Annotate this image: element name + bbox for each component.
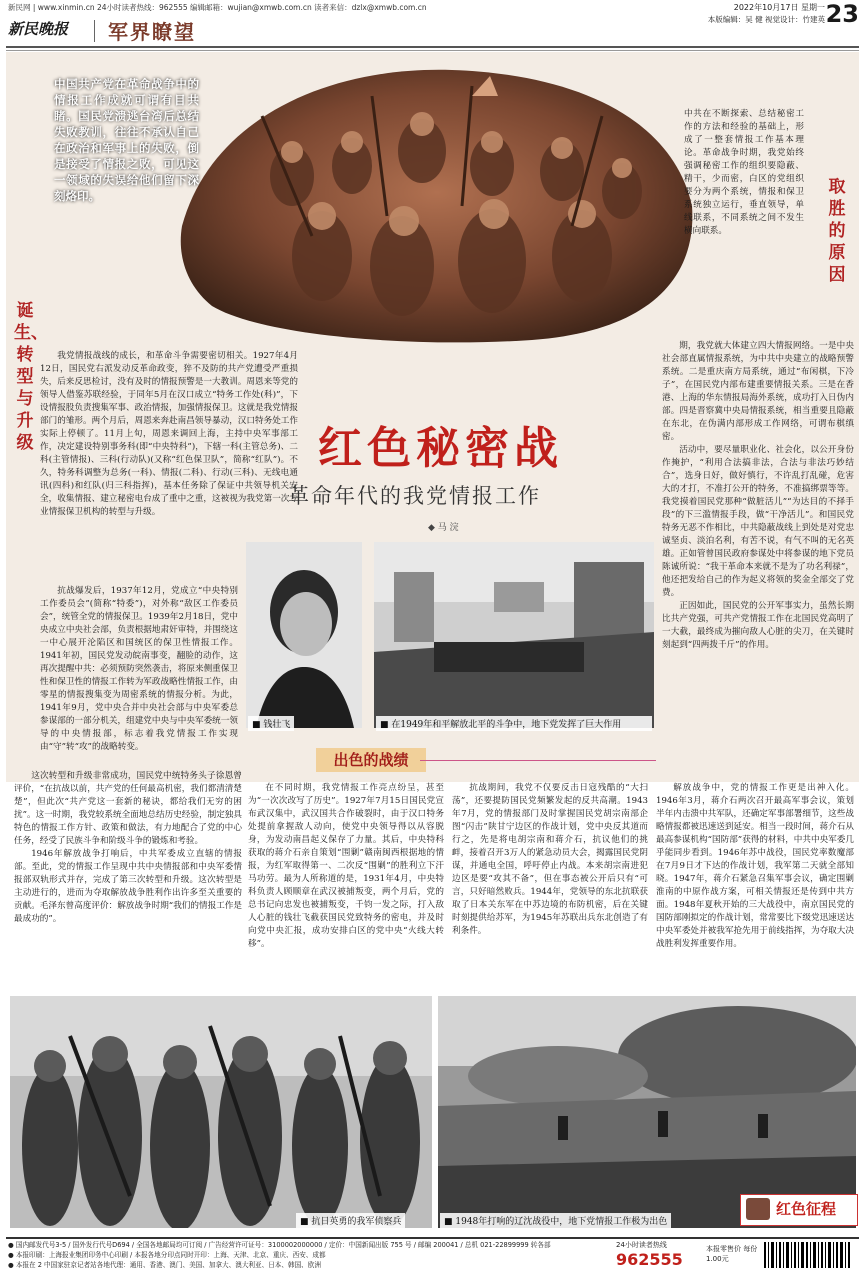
side-heading-right: 取胜的原因: [828, 177, 846, 285]
section-heading-achievements: 出色的战绩: [316, 748, 426, 772]
footer-line-3: ● 本报在 2 中国家驻京记者站各地代理：通用、香港、澳门、美国、加拿大、澳大利亚、日本、韩国、欧洲: [8, 1261, 321, 1269]
achievements-column-3: [656, 782, 854, 990]
portrait-image: [246, 542, 362, 728]
left-paragraph-4: 1946年解放战争打响后，中共军委成立直辖的情报部。至此，党的情报工作呈现中共中央情报部和中央军委情报部双轨形式并存，完成了第三次转型和升级。这次转型是主动进行的，进而为夺取解放战争胜利作出许多至关重要的贡献。毛泽东曾高度评价：解放战争时期“我们的情报工作是最成功的”。: [14, 849, 242, 924]
barcode-image: [760, 1240, 856, 1274]
right-column-text: [662, 340, 854, 760]
portrait-caption: ■ 钱壮飞: [248, 716, 294, 731]
left-paragraph-3: 这次转型和升级非常成功，国民党中统特务头子徐恩曾评价，“在抗战以前，共产党的任何最高机密，我们都清清楚楚”，但此次“共产党这一套新的秘诀，都给我们无穷的困扰”。这一时期，我党较系统全面地总结历史经验，制定独具特色的情报工作方针、政策和做法，有力地配合了党的中心任务，经受了民族斗争和阶级斗争的锻炼和考验。: [14, 771, 242, 846]
editors-credit: 本版编辑：吴 健 视觉设计：竹建英: [707, 15, 825, 24]
portrait-photo: [246, 542, 362, 728]
hotline-number: 962555: [616, 1250, 683, 1269]
series-badge-label: 红色征程: [776, 1200, 837, 1218]
battle-caption: ■ 1948年打响的辽沈战役中，地下党情报工作极为出色: [440, 1213, 671, 1228]
byline: ◆ 马 浣: [428, 523, 459, 533]
scouts-caption: ■ 抗日英勇的我军侦察兵: [296, 1213, 405, 1228]
masthead-divider: [94, 20, 95, 42]
achievements-column-1: [248, 782, 444, 990]
achievements-paragraph-1: 在不同时期，我党情报工作亮点纷呈，甚至为“一次次改写了历史”。1927年7月15日国民党宣布武汉集中，武汉国共合作破裂时，由于汉口特务处提前拿握敌人动向，使党中央领导得以从容脱身，为发动南昌起义保存了力量。其后，中央特科获取的蒋介石亲自策划“围剿”赣南闽西根据地的情报，为红军取得第一、二次反“围剿”的胜利立下汗马功劳。最为人所称道的是，1931年4月，中央特科负责人顾顺章在武汉被捕叛变，两个月后，党的总书记向忠发也被捕叛变，千钧一发之际，打入敌人心脏的钱壮飞截获国民党致特务的密电，并及时向党中央汇报，成功安排白区的党中央“火线大转移”。: [248, 783, 444, 949]
section-title: 军界瞭望: [108, 20, 196, 44]
main-headline: 红色秘密战: [318, 423, 563, 474]
left-paragraph-1: 我党情报战线的成长，和革命斗争需要密切相关。1927年4月12日，国民党右派发动反革命政变，猝不及防的共产党遭受严重损失，后来反思检讨，没有及时的情报预警是一大教训。周恩来等党的领导人借鉴苏联经验，于同年5月在汉口成立“特务工作处(科)”，下设情报股负责搜集军事、政治情报，加强情报保卫。这就是我党情报部门的雏形。两个月后，周恩来奔赴南昌领导暴动，汉口特务处工作实际上停顿了。11月上旬，周恩来调回上海，主持中央军事部工作，决定建设特别事务科(即“中央特科”)，下辖一科(主管总务)、二科(主管情报)、三科(行动队)(又称“红色保卫队”，简称“红队”)。不久，特务科调整为总务(一科)、情报(二科)、行动(三科)、无线电通讯(四科)和红队(归三科指挥)，基本任务除了保证中共领导机关安全，收集情报、建立秘密电台成了重中之重，这被视为我党第一次专业情报保卫机构的转型与升级。: [40, 351, 298, 517]
scouts-photo: [10, 996, 432, 1228]
newspaper-logo: 新民晚报: [8, 20, 69, 38]
intro-right-text: 中共在不断探索、总结秘密工作的方法和经验的基础上，形成了一整套情报工作基本理论。革命战争时期，我党始终强调秘密工作的组织要隐蔽、精干，少而密，白区的党组织要分为两个系统，情报和保卫系统独立运行，垂直领导，单线联系，不同系统之间不发生横向联系。: [684, 109, 804, 236]
footer-line-2: ● 本报印刷：上海报业集团印务中心印刷 / 本报各地分印点同时开印：上海、天津、北京、重庆、西安、成都: [8, 1251, 326, 1259]
intro-left-text: 中国共产党在革命战争中的情报工作成就可谓有目共睹。国民党溃逃台湾后总结失败教训，往往不承认自己在政治和军事上的失败，倒是接受了情报之败，可见这一领域的失误给他们留下深刻烙印。: [54, 77, 199, 203]
masthead-rule: [6, 46, 859, 48]
sub-headline: 革命年代的我党情报工作: [288, 484, 541, 508]
section-heading-rule: [420, 760, 656, 761]
badge-icon: [746, 1198, 770, 1220]
achievements-column-2: [452, 782, 648, 990]
side-heading-left: 诞生、转型与升级: [14, 301, 48, 453]
parade-photo: [374, 542, 654, 728]
footer-line-1: ● 国内邮发代号3-5 / 国外发行代号D694 / 全国各地邮局均可订阅 / 广告经营许可证号：3100002000000 / 定价：中国新闻出版 755 号 / 邮编 200041 / 总机 021-22899999 转各部: [8, 1241, 551, 1249]
hotline-label: 24小时读者热线: [616, 1241, 667, 1249]
left-column-text-2: [40, 585, 238, 765]
achievements-paragraph-2: 抗战期间，我党不仅要反击日寇残酷的“大扫荡”，还要提防国民党频繁发起的反共高潮。1943年7月，党的情报部门及时掌握国民党胡宗南部企图“闪击”陕甘宁边区的作战计划，党中央反其道而行之，先是将电胡宗南和蒋介石，抗议他们的挑衅，接着召开3万人的紧急动员大会，揭露国民党阴谋，并通电全国，呼吁停止内战。本来胡宗南进犯边区是要“攻其不备”，但在事态被公开后只有“可言，只好暗然败兵。1944年，党领导的东北抗联获取了日本关东军在中苏边境的布防机密，后在关键时刻提供给苏军，为1945年苏联出兵东北创造了有利条件。: [452, 783, 648, 936]
achievements-paragraph-3: 解放战争中，党的情报工作更是出神入化。1946年3月，蒋介石两次召开最高军事会议，策划半年内击溃中共军队，还确定军事部署细节，这些战略情报都被迅速送到延安。相当一段时间，蒋介石从最高参谋机构“国防部”获得的材料，中共中央军委几乎能同步看到。1946年苏中战役，国民党率数魔部在7月9日才下达的作战计划，我军第二天就全部知晓。1947年，蒋介石紧急召集军事会议，确定围剿淮南的中原作战方案，可相关情报还是传到中共方面。1948年夏秋开始的三大战役中，南京国民党的国防部刚拟定的作战计划，常常要比下级党迅速送达中央军委处并被我军抢先用于前线指挥，为夺取大决战胜利发挥重要作用。: [656, 783, 854, 949]
masthead-info: 新民网 | www.xinmin.cn 24小时读者热线：962555 编辑邮箱：wujian@xmwb.com.cn 读者来信：dzlx@xmwb.com.cn: [8, 3, 427, 12]
issue-date: 2022年10月17日 星期一: [733, 3, 825, 12]
masthead-rule-thin: [6, 50, 859, 51]
right-paragraph-1: 期，我党就大体建立四大情报网络。一是中央社会部直属情报系统，为中共中央建立的战略预警系统。二是重庆南方局系统，通过“布闲棋，下冷子”，在国民党内部布建重要情报关系。三是在香港、上海的华东情报局海外系统，成功打入日伪内部。四是晋察冀中央局情报系统，相当重要且隐蔽在东北，在伪满内部形成工作网络，可谓布棋缜密。: [662, 341, 854, 442]
retail-price: 本报零售价 每份 1.00元: [706, 1245, 758, 1263]
parade-caption: ■ 在1949年和平解放北平的斗争中，地下党发挥了巨大作用: [376, 716, 652, 731]
page-number: 23: [825, 0, 859, 28]
left-column-text-3: [14, 770, 242, 995]
right-paragraph-2: 活动中，要尽量职业化、社会化，以公开身份作掩护，“利用合法搞非法，合法与非法巧妙结合”，选身日好，做好慎行，不许乱打乱碰，危害大的才打，不准打公开的特务，不准搞绑票等等。我党摸着国民党那种“做脏活儿”“为达目的不择手段”的下三滥情报手段，做“干净活儿”。和国民党特务无恶不作相比，中共隐蔽战线上到处是对党忠诚坚贞、淡泊名利，有苦不说，有气不叫的无名英雄。正如管曾国民政府参谋处中将参谋的地下党员陈诚所说：“我干革命本来就不是为了功名利禄”，他还把发给自己的作为起义将领的奖金全部交了党费。: [662, 445, 854, 598]
scouts-image: [10, 996, 432, 1228]
relief-sculpture-image: [172, 56, 702, 346]
left-paragraph-2: 抗战爆发后，1937年12月，党成立“中央特别工作委员会”(简称“特委”)，对外称“敌区工作委员会”，统管全党的情报保卫。1939年2月18日，党中央成立中央社会部，负责根据地肃奸审特，并围绕这一中心展开沦陷区和国统区的保卫性情报工作。1941年初，国民党发动皖南事变，翻脸的动作，这再次提醒中共：必须预防突然袭击，将原来侧重保卫性和保卫性的情报工作转为军政战略性情报工作，由零星的情报搜集变为周密系统的情报分析。为此，1941年9月，党中央合并中央社会部与中央军委总参谋部的一部分机关，组建党中央与中央军委统一领导的中央情报部，标志着我党情报工作实现由“守”转“攻”的战略转变。: [40, 586, 238, 752]
parade-image: [374, 542, 654, 728]
right-paragraph-3: 正因如此，国民党的公开军事实力，虽然长期比共产党强，可共产党情报工作在北国民党高明了一大截，最终成为摧向敌人心脏的尖刀，在关键时刻起到“四两拨千斤”的作用。: [662, 601, 854, 650]
left-column-lead: [40, 246, 212, 276]
